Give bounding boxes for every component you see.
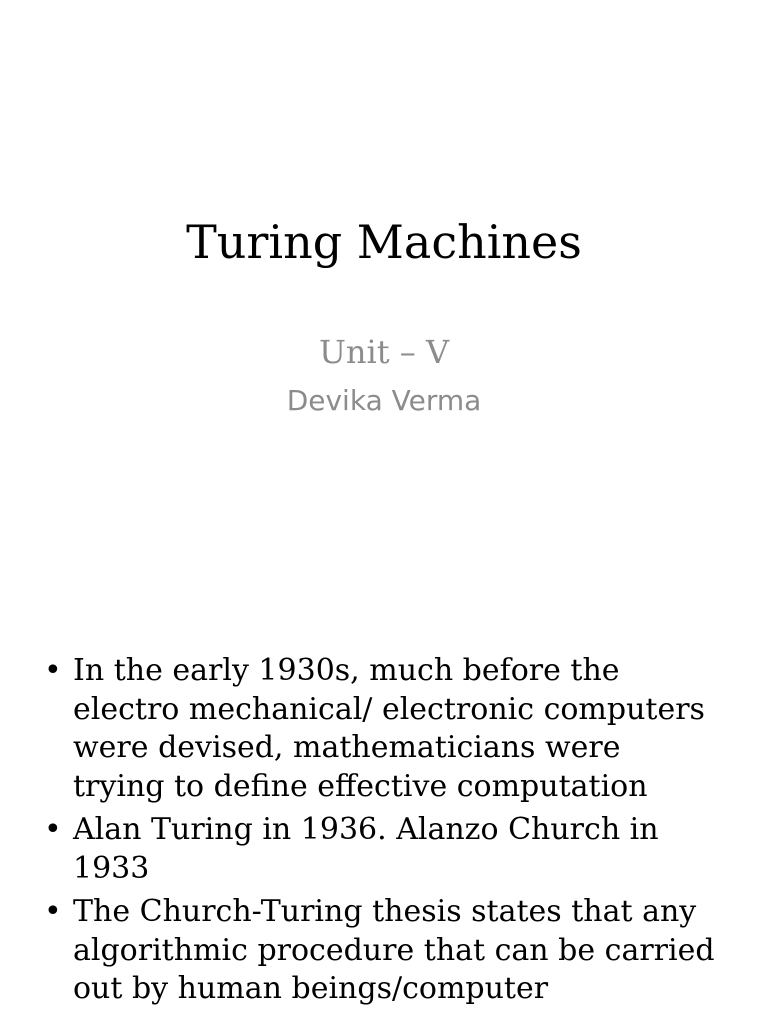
bullet-icon: •	[44, 894, 62, 929]
bullet-item	[40, 652, 720, 806]
slide-unit-subtitle: Unit – V	[318, 333, 450, 371]
bullet-icon: •	[44, 812, 62, 847]
bullet-text: The Church-Turing thesis states that any algorithmic procedure that can be carried out by human beings/computer	[73, 894, 715, 1006]
bullet-text: In the early 1930s, much before the electro mechanical/ electronic computers were devised, mathematicians were trying to define effective computation	[73, 653, 705, 804]
bullet-item	[40, 893, 720, 1009]
slide-author: Devika Verma	[286, 384, 482, 417]
slide-title: Turing Machines	[186, 215, 582, 269]
bullet-text: Alan Turing in 1936. Alanzo Church in 1933	[73, 812, 659, 886]
content-slide	[0, 632, 768, 1024]
bullet-item	[40, 811, 720, 888]
bullet-icon: •	[44, 653, 62, 688]
bullet-list	[40, 652, 720, 1014]
